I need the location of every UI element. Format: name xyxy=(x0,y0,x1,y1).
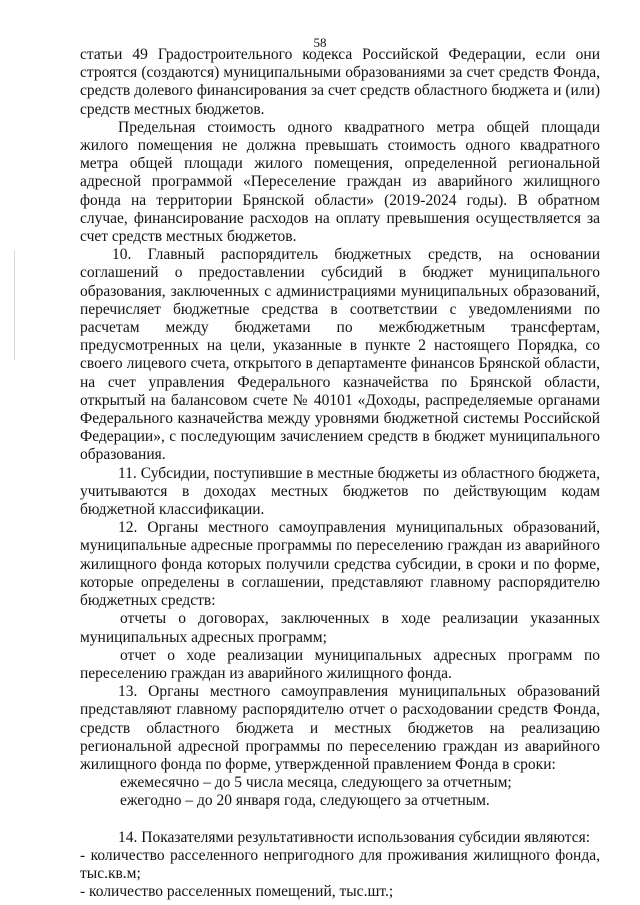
document-body xyxy=(80,46,600,901)
left-margin-scan-mark xyxy=(14,250,15,360)
paragraph-progress-report: отчет о ходе реализации муниципальных адресных программ по переселению граждан из аварийного жилищного фонда. xyxy=(80,646,600,682)
paragraph-13-expenditure-report: 13. Органы местного самоуправления муниципальных образований представляют главному распорядителю отчет о расходовании средств Фонда, средств областного бюджета и местных бюджетов на реализацию региональной адресной программы по переселению граждан из аварийного жилищного фонда по форме, утвержденной правлением Фонда в сроки: xyxy=(80,683,600,773)
paragraph-contract-reports: отчеты о договорах, заключенных в ходе реализации указанных муниципальных адресных программ; xyxy=(80,610,600,646)
paragraph-11-subsidies-accounting: 11. Субсидии, поступившие в местные бюджеты из областного бюджета, учитываются в доходах местных бюджетов по действующим кодам бюджетной классификации. xyxy=(80,464,600,519)
page-number: 58 xyxy=(313,35,327,50)
paragraph-article-49-continuation: статьи 49 Градостроительного кодекса Российской Федерации, если они строятся (создаются) муниципальными образованиями за счет средств Фонда, средств долевого финансирования за счет средств областного бюджета и (или) средств местных бюджетов. xyxy=(80,46,600,118)
paragraph-10-budget-transfer: 10. Главный распорядитель бюджетных средств, на основании соглашений о предоставлении субсидий в бюджет муниципального образования, заключенных с администрациями муниципальных образований, перечисляет бюджетные средства в соответствии с уведомлениями по расчетам между бюджетами по межбюджетным трансфертам, предусмотренных на цели, указанные в пункте 2 настоящего Порядка, со своего лицевого счета, открытого в департаменте финансов Брянской области, на счет управления Федерального казначейства по Брянской области, открытый на балансовом счете № 40101 «Доходы, распределяемые органами Федерального казначейства между уровнями бюджетной системы Российской Федерации», с последующим зачислением средств в бюджет муниципального образования. xyxy=(80,246,600,464)
paragraph-monthly-deadline: ежемесячно – до 5 числа месяца, следующего за отчетным; xyxy=(120,774,512,792)
paragraph-spacing xyxy=(80,811,600,829)
paragraph-14-performance-indicators: 14. Показателями результативности использования субсидии являются: xyxy=(118,828,591,846)
indicator-housing-area: - количество расселенного непригодного для проживания жилищного фонда, тыс.кв.м; xyxy=(80,846,600,882)
paragraph-max-cost: Предельная стоимость одного квадратного метра общей площади жилого помещения не должна превышать стоимость одного квадратного метра общей площади жилого помещения, определенной региональной адресной программой «Переселение граждан из аварийного жилищного фонда на территории Брянской области» (2019-2024 годы). В обратном случае, финансирование расходов на оплату превышения осуществляется за счет средств местных бюджетов. xyxy=(80,118,600,246)
indicator-premises-count: - количество расселенных помещений, тыс.шт.; xyxy=(80,883,394,901)
paragraph-annual-deadline: ежегодно – до 20 января года, следующего за отчетным. xyxy=(120,792,490,810)
paragraph-12-reporting-bodies: 12. Органы местного самоуправления муниципальных образований, муниципальные адресные программы по переселению граждан из аварийного жилищного фонда которых получили средства субсидии, в сроки и по форме, которые определены в соглашении, представляют главному распорядителю бюджетных средств: xyxy=(80,519,600,610)
